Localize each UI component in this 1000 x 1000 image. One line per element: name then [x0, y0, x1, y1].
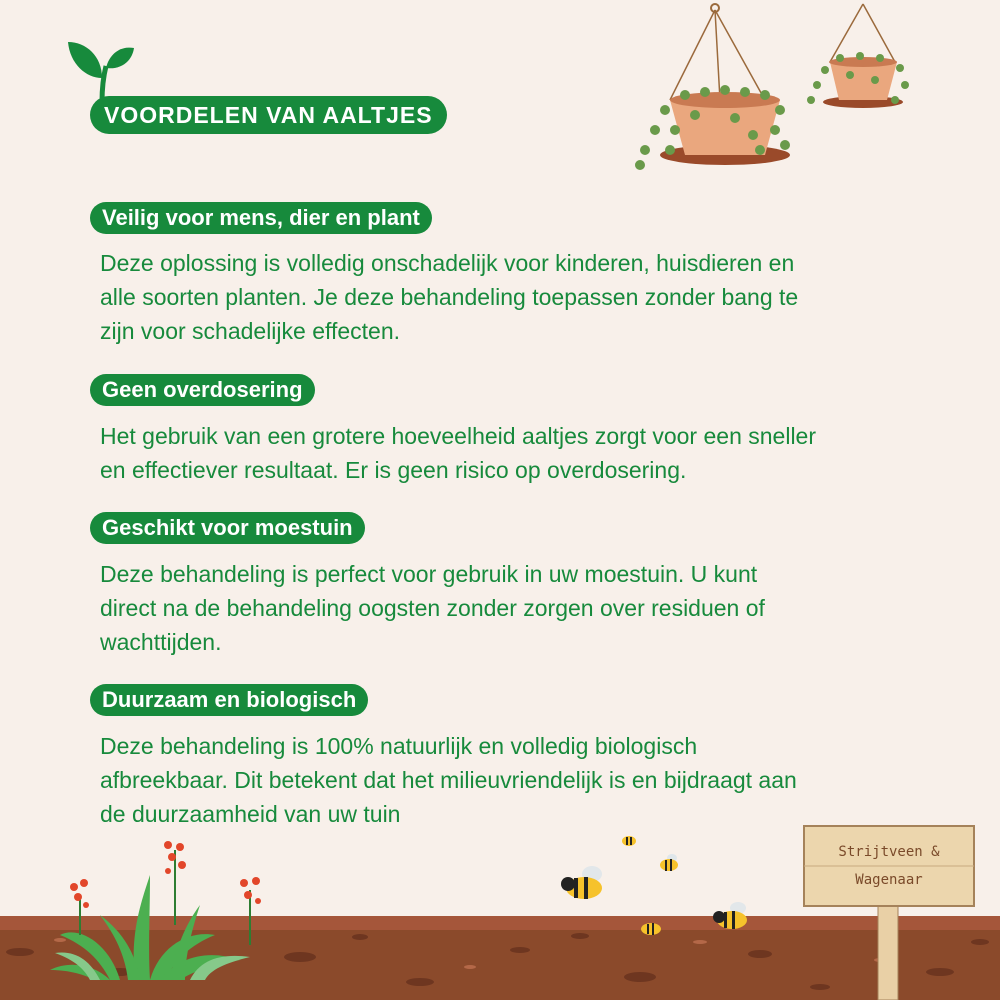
text-line: zijn voor schadelijke effecten. [100, 318, 401, 344]
section-heading-duurzaam: Duurzaam en biologisch [90, 684, 368, 716]
text-line: Het gebruik van een grotere hoeveelheid aaltjes zorgt voor een sneller [100, 423, 816, 449]
text-line: wachttijden. [100, 629, 222, 655]
sign-line-2: Wagenaar [855, 872, 923, 888]
sign-label [806, 838, 972, 894]
flower-plant-icon [40, 835, 280, 980]
text-line: alle soorten planten. Je deze behandeling toepassen zonder bang te [100, 284, 799, 310]
bee-icon [558, 862, 612, 904]
bee-icon [656, 852, 682, 874]
section-heading-veilig: Veilig voor mens, dier en plant [90, 202, 432, 234]
text-line: Deze oplossing is volledig onschadelijk voor kinderen, huisdieren en [100, 250, 795, 276]
section-text-duurzaam [100, 729, 910, 831]
page-title: VOORDELEN VAN AALTJES [90, 96, 447, 134]
section-heading-overdosering: Geen overdosering [90, 374, 315, 406]
bee-icon [710, 898, 756, 934]
section-text-veilig [100, 246, 910, 348]
section-text-moestuin [100, 557, 910, 659]
text-line: Deze behandeling is perfect voor gebruik in uw moestuin. U kunt [100, 561, 758, 587]
hanging-plant-icon [625, 0, 915, 180]
sign-line-1: Strijtveen & [838, 844, 940, 860]
bee-icon [620, 832, 638, 848]
text-line: de duurzaamheid van uw tuin [100, 801, 401, 827]
text-line: en effectiever resultaat. Er is geen risico op overdosering. [100, 457, 687, 483]
section-text-overdosering [100, 419, 910, 487]
text-line: Deze behandeling is 100% natuurlijk en volledig biologisch [100, 733, 698, 759]
text-line: direct na de behandeling oogsten zonder zorgen over residuen of [100, 595, 765, 621]
section-heading-moestuin: Geschikt voor moestuin [90, 512, 365, 544]
bee-icon [638, 918, 664, 938]
text-line: afbreekbaar. Dit betekent dat het milieuvriendelijk is en bijdraagt aan [100, 767, 797, 793]
sprout-icon [66, 38, 136, 102]
